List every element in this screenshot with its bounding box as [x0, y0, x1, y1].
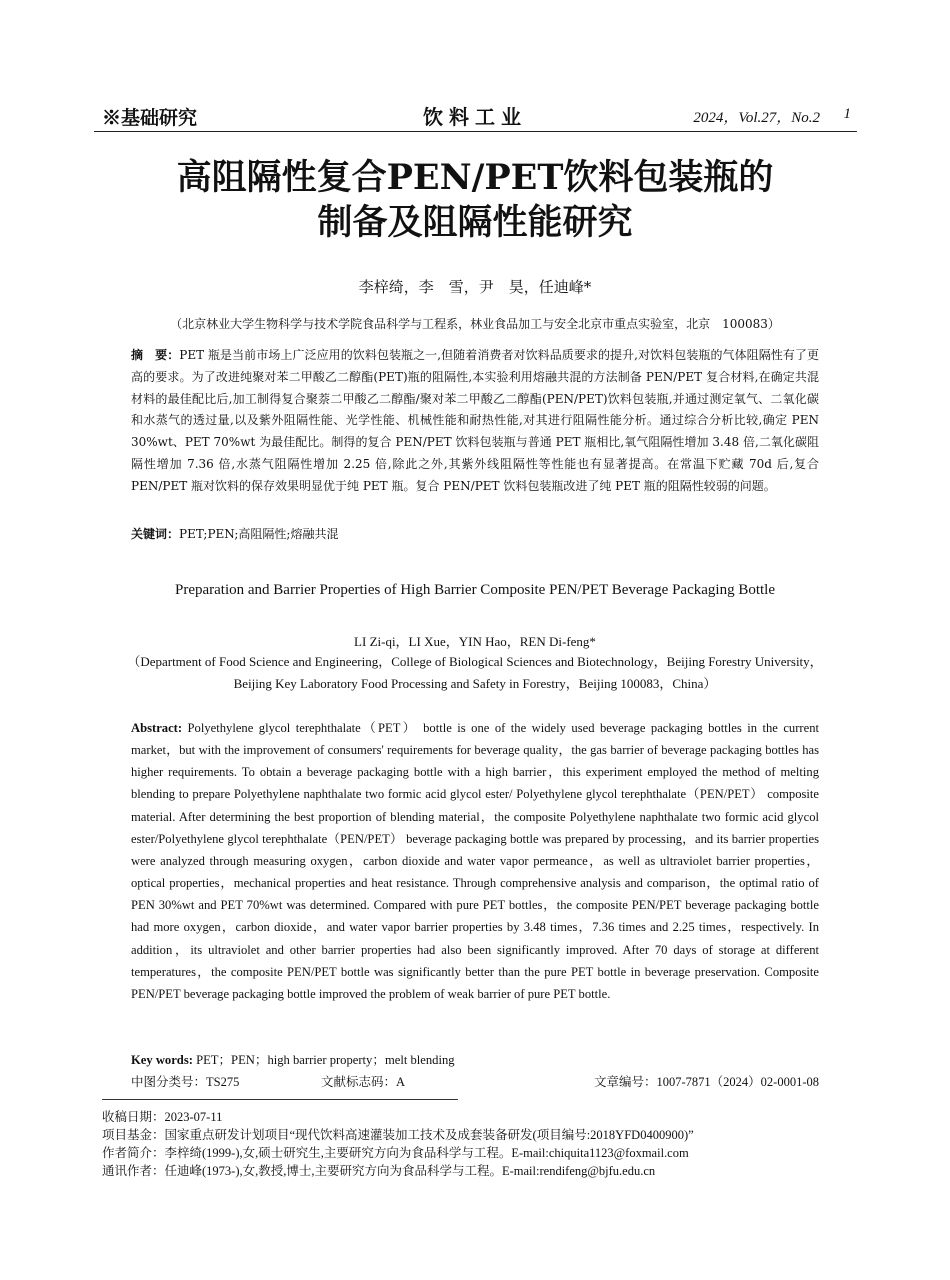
authors-en: LI Zi-qi，LI Xue，YIN Hao，REN Di-feng* — [354, 634, 596, 649]
footnote-received: 收稿日期：2023-07-11 — [102, 1110, 223, 1124]
title-cn-line1: 高阻隔性复合PEN/PET饮料包装瓶的 — [176, 157, 774, 198]
issue-info: 2024，Vol.27，No.2 — [693, 110, 820, 126]
page-number: 1 — [843, 106, 851, 122]
journal-name: 饮料工业 — [423, 105, 527, 129]
keywords-cn — [131, 524, 819, 546]
keywords-cn-label: 关键词： — [131, 527, 180, 541]
abstract-en-label: Abstract: — [131, 721, 183, 735]
section-label: ※基础研究 — [102, 107, 198, 129]
footnote-funding: 项目基金：国家重点研发计划项目“现代饮料高速灌装加工技术及成套装备研发(项目编号:2018YFD0400900)” — [102, 1128, 694, 1142]
article-number: 文章编号：1007-7871（2024）02-0001-08 — [594, 1075, 819, 1089]
document-code: 文献标志码：A — [321, 1075, 406, 1089]
affiliation-en: （Department of Food Science and Engineering，College of Biological Sciences and Biotechnology，Beijing Forestry University，Beijing Key Laboratory Food Processing and Safety in Forestry，Beijing 100083，China） — [127, 654, 823, 691]
keywords-cn-text: PET;PEN;高阻隔性;熔融共混 — [179, 527, 339, 541]
abstract-en — [131, 717, 819, 1005]
title-en: Preparation and Barrier Properties of High Barrier Composite PEN/PET Beverage Packaging Bottle — [175, 582, 775, 598]
header-rule — [94, 131, 857, 132]
abstract-cn — [131, 345, 819, 498]
affiliation-cn: （北京林业大学生物科学与技术学院食品科学与工程系，林业食品加工与安全北京市重点实验室，北京 100083） — [170, 317, 780, 331]
footnote-corresponding: 通讯作者：任迪峰(1973-),女,教授,博士,主要研究方向为食品科学与工程。E-mail:rendifeng@bjfu.edu.cn — [102, 1164, 656, 1178]
footnote-rule — [102, 1099, 458, 1100]
abstract-cn-text: PET 瓶是当前市场上广泛应用的饮料包装瓶之一,但随着消费者对饮料品质要求的提升,对饮料包装瓶的气体阻隔性有了更高的要求。为了改进纯聚对苯二甲酸乙二醇酯(PET)瓶的阻隔性,本实验利用熔融共混的方法制备 PEN/PET 复合材料,在确定共混材料的最佳配比后,加工制得复合聚萘二甲酸乙二醇酯/聚对苯二甲酸乙二醇酯(PEN/PET)饮料包装瓶,并通过测定氧气、二氧化碳和水蒸气的透过量,以及紫外阻隔性能、光学性能、机械性能和耐热性能,对其进行阻隔性能分析。通过综合分析比较,确定 PEN 30%wt、PET 70%wt 为最佳配比。制得的复合 PEN/PET 饮料包装瓶与普通 PET 瓶相比,氧气阻隔性增加 3.48 倍,二氧化碳阻隔性增加 7.36 倍,水蒸气阻隔性增加 2.25 倍,除此之外,其紫外线阻隔性等性能也有显著提高。在常温下贮藏 70d 后,复合 PEN/PET 瓶对饮料的保存效果明显优于纯 PET 瓶。复合 PEN/PET 饮料包装瓶改进了纯 PET 瓶的阻隔性较弱的问题。 — [131, 348, 819, 493]
clc-number: 中图分类号：TS275 — [131, 1075, 240, 1089]
keywords-en — [131, 1049, 819, 1071]
keywords-en-text: PET；PEN；high barrier property；melt blending — [196, 1053, 455, 1067]
title-cn-line2: 制备及阻隔性能研究 — [317, 202, 633, 243]
abstract-en-text: Polyethylene glycol terephthalate（PET） bottle is one of the widely used beverage packaging bottles in the current market，but with the improvement of consumers' requirements for beverage quality，the gas barrier of beverage packaging bottles has higher requirements. To obtain a beverage packaging bottle with a high barrier，this experiment employed the method of melting blending to prepare Polyethylene naphthalate two formic acid glycol ester/ Polyethylene glycol terephthalate（PEN/PET） composite material. After determining the best proportion of blending material，the composite Polyethylene naphthalate two formic acid glycol ester/Polyethylene glycol terephthalate（PEN/PET） beverage packaging bottle was prepared by processing，and its barrier properties were analyzed through measuring oxygen，carbon dioxide and water vapor permeance，as well as ultraviolet barrier properties，optical properties，mechanical properties and heat resistance. Through comprehensive analysis and comparison，the optimal ratio of PEN 30%wt and PET 70%wt was determined. Compared with pure PET bottles，the composite PEN/PET beverage packaging bottle had more oxygen，carbon dioxide，and water vapor barrier properties by 3.48 times，7.36 times and 2.25 times，respectively. In addition，its ultraviolet and other barrier properties had also been significantly improved. After 70 days of storage at different temperatures，the composite PEN/PET bottle was significantly better than the pure PET bottle in beverage preservation. Composite PEN/PET beverage packaging bottle improved the problem of weak barrier of pure PET bottle. — [131, 721, 819, 1001]
footnote-author-bio: 作者简介：李梓绮(1999-),女,硕士研究生,主要研究方向为食品科学与工程。E-mail:chiquita1123@foxmail.com — [102, 1146, 689, 1160]
authors-cn: 李梓绮，李 雪，尹 昊，任迪峰* — [358, 278, 592, 296]
keywords-en-label: Key words: — [131, 1053, 193, 1067]
abstract-cn-label: 摘 要： — [131, 348, 180, 362]
